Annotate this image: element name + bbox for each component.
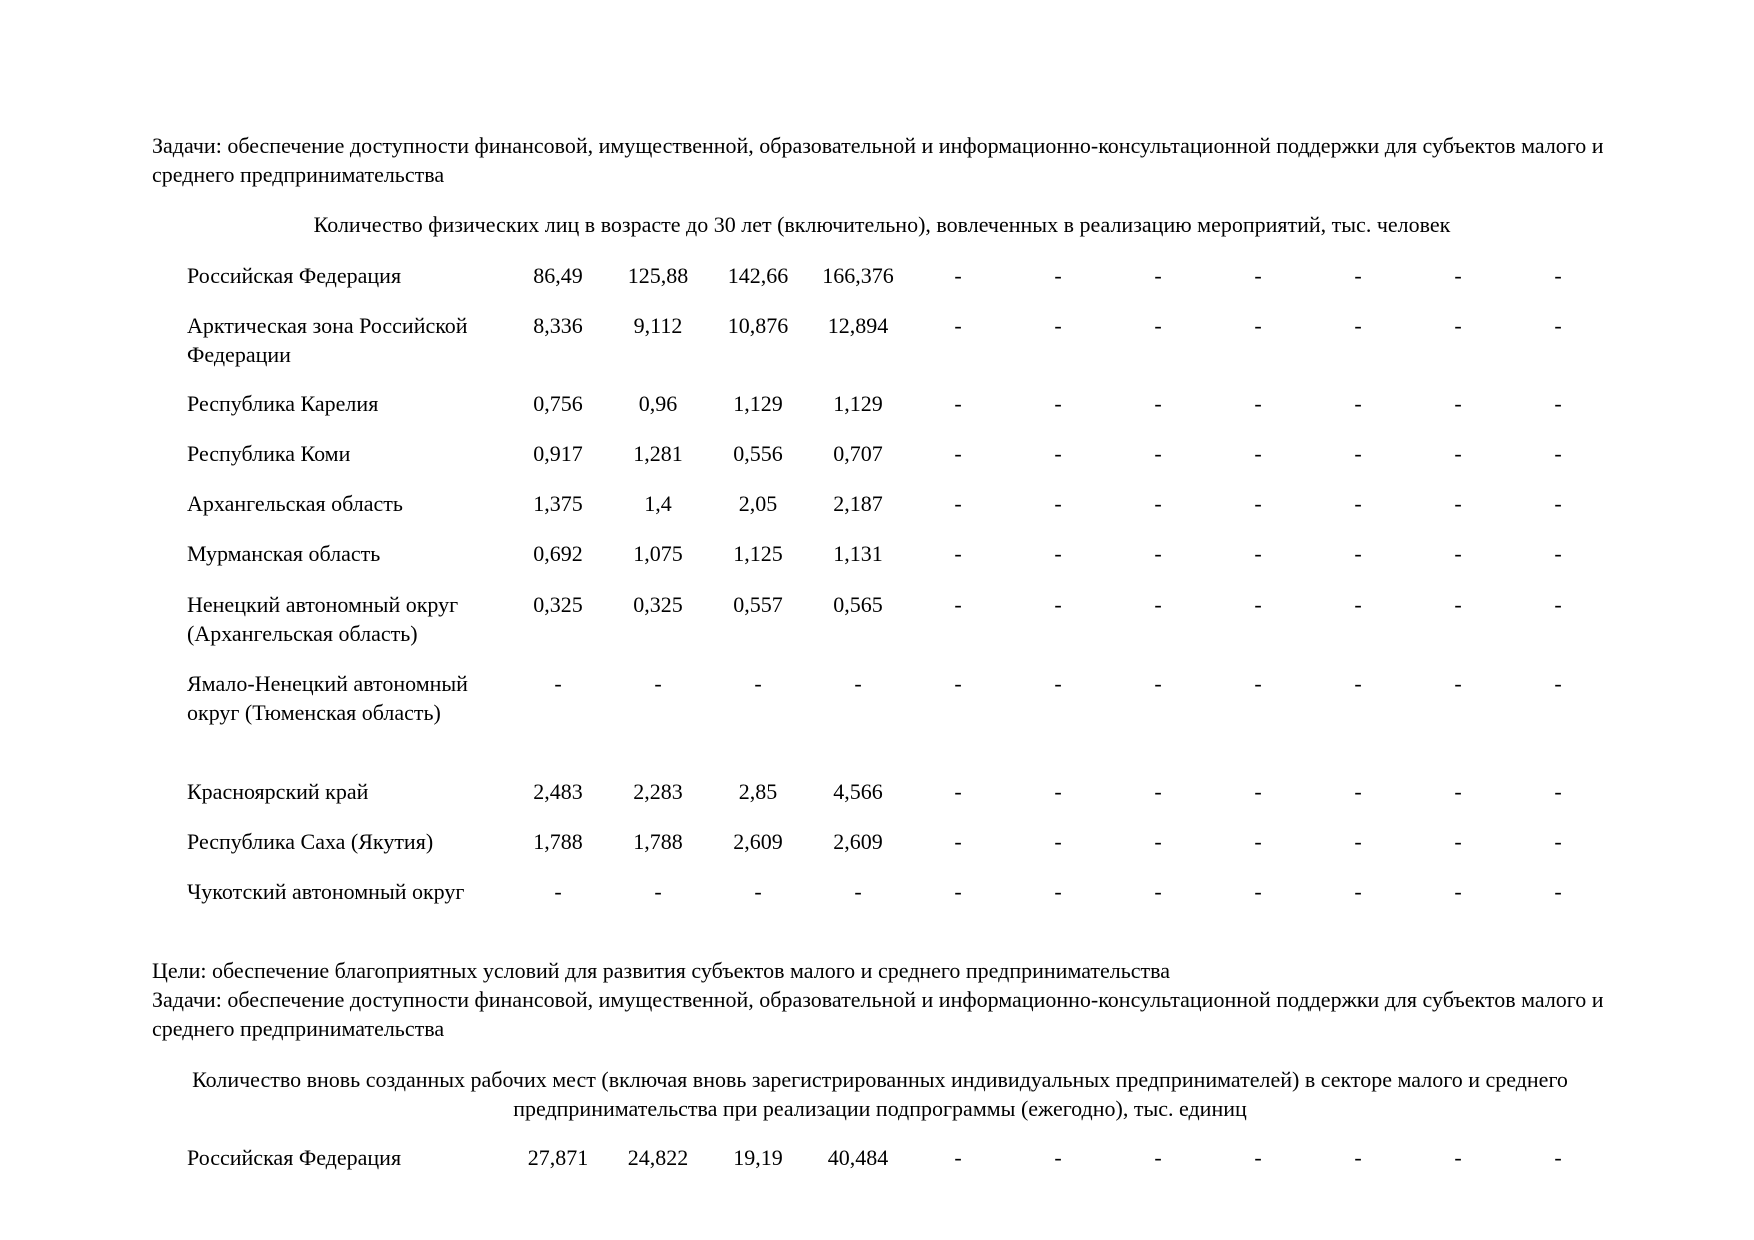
table-row — [0, 439, 1754, 468]
value-cell: - — [1154, 779, 1162, 804]
value-cell: - — [1254, 779, 1262, 804]
value-cell: - — [1054, 263, 1062, 288]
value-cell: - — [1254, 592, 1262, 617]
value-cell: - — [954, 263, 962, 288]
value-cell: - — [954, 313, 962, 338]
value-cell: - — [1354, 441, 1362, 466]
value-cell: 1,788 — [633, 829, 683, 854]
value-cell: 1,129 — [733, 391, 783, 416]
table-row — [0, 389, 1754, 418]
value-cell: - — [1154, 313, 1162, 338]
value-cell: - — [1054, 829, 1062, 854]
value-cell: - — [654, 879, 662, 904]
table-row — [0, 539, 1754, 568]
value-cell: 2,85 — [738, 779, 778, 804]
tasks-text-1: Задачи: обеспечение доступности финансовой, имущественной, образовательной и информационно-консультационной поддержки для субъектов малого и среднего предпринимательства — [152, 133, 1604, 187]
table-row — [0, 590, 1754, 646]
value-cell: 2,609 — [833, 829, 883, 854]
value-cell: 0,325 — [633, 592, 683, 617]
value-cell: - — [1254, 391, 1262, 416]
value-cell: 1,129 — [833, 391, 883, 416]
value-cell: - — [1354, 779, 1362, 804]
value-cell: - — [954, 779, 962, 804]
value-cell: - — [954, 441, 962, 466]
value-cell: - — [1354, 879, 1362, 904]
value-cell: - — [1554, 313, 1562, 338]
value-cell: - — [1054, 391, 1062, 416]
value-cell: - — [954, 1145, 962, 1170]
region-name: Республика Саха (Якутия) — [187, 829, 434, 854]
value-cell: - — [1354, 592, 1362, 617]
value-cell: - — [1354, 491, 1362, 516]
value-cell: - — [1054, 441, 1062, 466]
value-cell: - — [954, 829, 962, 854]
value-cell: - — [1354, 1145, 1362, 1170]
value-cell: - — [1554, 263, 1562, 288]
value-cell: - — [1154, 671, 1162, 696]
region-name: Арктическая зона Российской Федерации — [187, 313, 468, 367]
value-cell: - — [1354, 829, 1362, 854]
value-cell: - — [1054, 313, 1062, 338]
value-cell: - — [954, 491, 962, 516]
region-name: Республика Карелия — [187, 391, 379, 416]
value-cell: 40,484 — [827, 1145, 889, 1170]
value-cell: - — [1454, 879, 1462, 904]
value-cell: - — [1554, 592, 1562, 617]
value-cell: - — [1454, 779, 1462, 804]
value-cell: - — [1454, 313, 1462, 338]
value-cell: - — [1554, 1145, 1562, 1170]
value-cell: - — [554, 879, 562, 904]
value-cell: 86,49 — [533, 263, 583, 288]
value-cell: 125,88 — [627, 263, 689, 288]
value-cell: 2,283 — [633, 779, 683, 804]
value-cell: - — [1054, 879, 1062, 904]
region-name: Российская Федерация — [187, 263, 402, 288]
value-cell: - — [1154, 391, 1162, 416]
value-cell: - — [1554, 391, 1562, 416]
value-cell: - — [754, 671, 762, 696]
value-cell: 10,876 — [727, 313, 789, 338]
value-cell: - — [1254, 1145, 1262, 1170]
value-cell: - — [1554, 491, 1562, 516]
value-cell: - — [954, 592, 962, 617]
value-cell: - — [1454, 263, 1462, 288]
value-cell: 27,871 — [527, 1145, 589, 1170]
value-cell: 1,125 — [733, 541, 783, 566]
value-cell: 166,376 — [822, 263, 894, 288]
value-cell: - — [1154, 879, 1162, 904]
region-name: Российская Федерация — [187, 1145, 402, 1170]
value-cell: 0,707 — [833, 441, 883, 466]
value-cell: - — [1254, 671, 1262, 696]
value-cell: 2,187 — [833, 491, 883, 516]
value-cell: - — [1354, 671, 1362, 696]
region-name: Мурманская область — [187, 541, 381, 566]
value-cell: 0,565 — [833, 592, 883, 617]
region-name: Ненецкий автономный округ (Архангельская область) — [187, 592, 459, 646]
value-cell: - — [1254, 263, 1262, 288]
value-cell: - — [1154, 829, 1162, 854]
value-cell: - — [1554, 779, 1562, 804]
value-cell: 24,822 — [627, 1145, 689, 1170]
table-row — [0, 877, 1754, 906]
region-name: Чукотский автономный округ — [187, 879, 465, 904]
value-cell: 0,557 — [733, 592, 783, 617]
value-cell: - — [1154, 491, 1162, 516]
value-cell: - — [1554, 441, 1562, 466]
table-row — [0, 669, 1754, 725]
value-cell: - — [1054, 1145, 1062, 1170]
region-name: Архангельская область — [187, 491, 403, 516]
value-cell: - — [1554, 829, 1562, 854]
value-cell: 1,075 — [633, 541, 683, 566]
value-cell: - — [1254, 879, 1262, 904]
indicator-title-1: Количество физических лиц в возрасте до 30 лет (включительно), вовлеченных в реализацию мероприятий, тыс. человек — [313, 212, 1451, 237]
value-cell: - — [1454, 541, 1462, 566]
value-cell: 1,788 — [533, 829, 583, 854]
value-cell: - — [1554, 541, 1562, 566]
value-cell: - — [1154, 592, 1162, 617]
region-name: Красноярский край — [187, 779, 369, 804]
value-cell: - — [1254, 541, 1262, 566]
value-cell: 2,609 — [733, 829, 783, 854]
value-cell: - — [1154, 263, 1162, 288]
value-cell: 142,66 — [727, 263, 789, 288]
value-cell: - — [954, 671, 962, 696]
value-cell: 2,483 — [533, 779, 583, 804]
value-cell: - — [1254, 441, 1262, 466]
table-row — [0, 777, 1754, 806]
value-cell: - — [1054, 491, 1062, 516]
value-cell: 0,96 — [638, 391, 678, 416]
table-row — [0, 1143, 1754, 1172]
value-cell: 1,281 — [633, 441, 683, 466]
indicator-title-2: Количество вновь созданных рабочих мест (включая вновь зарегистрированных индивидуальных предпринимателей) в секторе малого и среднего предпринимательства при реализации подпрограммы (ежегодно), тыс. единиц — [192, 1067, 1568, 1121]
value-cell: - — [1054, 779, 1062, 804]
value-cell: 1,131 — [833, 541, 883, 566]
value-cell: 1,375 — [533, 491, 583, 516]
value-cell: - — [1154, 441, 1162, 466]
value-cell: - — [954, 879, 962, 904]
value-cell: - — [1454, 829, 1462, 854]
value-cell: 4,566 — [833, 779, 883, 804]
value-cell: - — [1454, 491, 1462, 516]
value-cell: - — [954, 541, 962, 566]
value-cell: - — [1454, 592, 1462, 617]
value-cell: - — [1454, 671, 1462, 696]
value-cell: 0,556 — [733, 441, 783, 466]
value-cell: - — [1454, 1145, 1462, 1170]
value-cell: - — [1354, 541, 1362, 566]
table-row — [0, 827, 1754, 856]
value-cell: 19,19 — [733, 1145, 783, 1170]
value-cell: 8,336 — [533, 313, 583, 338]
value-cell: - — [1054, 541, 1062, 566]
value-cell: 2,05 — [738, 491, 778, 516]
value-cell: - — [1254, 491, 1262, 516]
value-cell: 1,4 — [644, 491, 672, 516]
value-cell: - — [1054, 671, 1062, 696]
value-cell: - — [1254, 313, 1262, 338]
table-row — [0, 489, 1754, 518]
value-cell: - — [1154, 541, 1162, 566]
value-cell: - — [1354, 391, 1362, 416]
value-cell: - — [854, 671, 862, 696]
value-cell: - — [1454, 441, 1462, 466]
value-cell: - — [1454, 391, 1462, 416]
value-cell: - — [1154, 1145, 1162, 1170]
value-cell: - — [954, 391, 962, 416]
value-cell: - — [1354, 263, 1362, 288]
region-name: Республика Коми — [187, 441, 351, 466]
value-cell: 0,325 — [533, 592, 583, 617]
value-cell: - — [1354, 313, 1362, 338]
value-cell: 12,894 — [827, 313, 889, 338]
value-cell: - — [654, 671, 662, 696]
value-cell: 9,112 — [633, 313, 683, 338]
value-cell: 0,917 — [533, 441, 583, 466]
value-cell: 0,756 — [533, 391, 583, 416]
value-cell: - — [754, 879, 762, 904]
region-name: Ямало-Ненецкий автономный округ (Тюменская область) — [187, 671, 468, 725]
table-row — [0, 311, 1754, 367]
value-cell: 0,692 — [533, 541, 583, 566]
value-cell: - — [1554, 671, 1562, 696]
table-row — [0, 261, 1754, 290]
value-cell: - — [1554, 879, 1562, 904]
value-cell: - — [1254, 829, 1262, 854]
value-cell: - — [554, 671, 562, 696]
tasks-text-2: Задачи: обеспечение доступности финансовой, имущественной, образовательной и информационно-консультационной поддержки для субъектов малого и среднего предпринимательства — [152, 987, 1604, 1041]
goals-text: Цели: обеспечение благоприятных условий для развития субъектов малого и среднего предпринимательства — [152, 958, 1171, 983]
value-cell: - — [854, 879, 862, 904]
value-cell: - — [1054, 592, 1062, 617]
